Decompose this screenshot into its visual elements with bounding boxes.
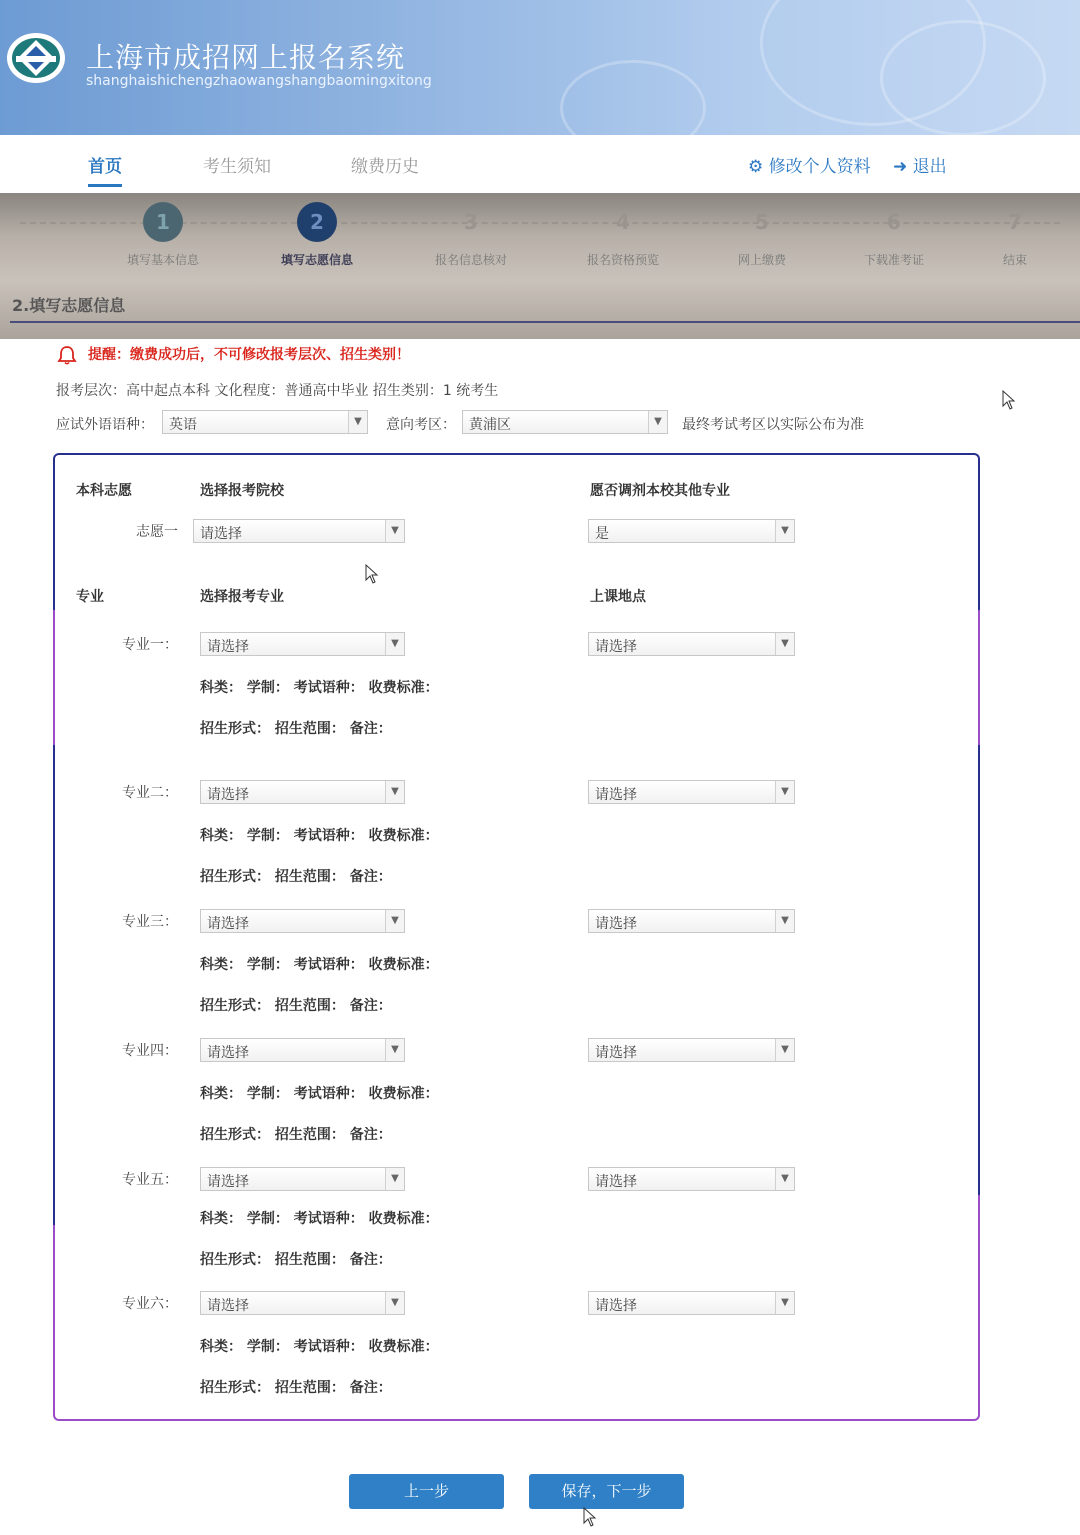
prev-step-button[interactable]: 上一步 [349,1474,504,1509]
step-2-circle: 2 [297,202,337,242]
major-4-select[interactable] [200,1038,405,1062]
chevron-down-icon: ▼ [385,633,404,655]
district-label: 意向考区： [386,417,456,433]
major-4-label: 专业四： [122,1043,178,1059]
gear-icon: ⚙ [748,157,764,177]
nav-candidate-notice[interactable]: 考生须知 [203,157,271,177]
adjust-select[interactable] [588,519,795,543]
cloud-decoration [560,60,706,135]
logout-icon: ➜ [893,157,908,177]
bachelor-choice-label: 本科志愿 [76,483,132,499]
edit-profile-label: 修改个人资料 [768,157,871,177]
border-segment [978,745,980,1195]
step-7-circle: 7 [1008,210,1022,234]
location-3-select-value: 请选择 [595,916,637,932]
location-5-select[interactable] [588,1167,795,1191]
district-select[interactable] [462,410,668,434]
major-6-detail-line1: 科类： 学制： 考试语种： 收费标准： [200,1339,439,1355]
border-segment [53,565,55,610]
school-choice-panel [53,453,980,565]
chevron-down-icon: ▼ [385,1168,404,1190]
header-banner [0,0,1080,135]
location-2-select-value: 请选择 [595,787,637,803]
section-divider [10,321,1080,323]
major-2-detail-line1: 科类： 学制： 考试语种： 收费标准： [200,828,439,844]
step-4-label: 报名资格预览 [586,253,659,267]
major-5-select-value: 请选择 [207,1174,249,1190]
major-5-select[interactable] [200,1167,405,1191]
major-row [55,632,978,742]
major-4-detail-line1: 科类： 学制： 考试语种： 收费标准： [200,1086,439,1102]
step-3-label: 报名信息核对 [434,253,507,267]
step-3-circle: 3 [464,210,478,234]
school-column-header: 选择报考院校 [200,483,284,499]
major-row [55,1291,978,1401]
language-label: 应试外语语种： [56,417,154,433]
district-select-value: 黄浦区 [469,417,511,433]
border-segment [978,565,980,610]
chevron-down-icon: ▼ [775,1039,794,1061]
major-row [55,1038,978,1148]
language-select-value: 英语 [169,417,197,433]
bell-icon [56,344,78,366]
location-2-select[interactable] [588,780,795,804]
major-3-label: 专业三： [122,914,178,930]
major-row [55,780,978,890]
major-5-detail-line1: 科类： 学制： 考试语种： 收费标准： [200,1211,439,1227]
chevron-down-icon: ▼ [775,910,794,932]
chevron-down-icon: ▼ [775,1292,794,1314]
site-subtitle: shanghaishichengzhaowangshangbaomingxitong [86,73,432,89]
step-5-circle: 5 [755,210,769,234]
top-nav [0,135,1080,193]
major-section-label: 专业 [76,589,104,605]
nav-home[interactable]: 首页 [88,157,122,177]
site-title: 上海市成招网上报名系统 [86,41,406,74]
major-3-select-value: 请选择 [207,916,249,932]
major-6-label: 专业六： [122,1296,178,1312]
choice-1-label: 志愿一 [136,524,178,540]
chevron-down-icon: ▼ [648,411,667,433]
major-6-select[interactable] [200,1291,405,1315]
mouse-cursor-icon [1002,390,1016,410]
school-select[interactable] [193,519,405,543]
major-1-select-value: 请选择 [207,639,249,655]
major-6-select-value: 请选择 [207,1298,249,1314]
nav-active-indicator [88,184,122,187]
chevron-down-icon: ▼ [385,781,404,803]
adjust-select-value: 是 [595,526,609,542]
location-4-select[interactable] [588,1038,795,1062]
chevron-down-icon: ▼ [775,520,794,542]
location-3-select[interactable] [588,909,795,933]
nav-payment-history[interactable]: 缴费历史 [351,157,419,177]
chevron-down-icon: ▼ [385,1292,404,1314]
major-1-select[interactable] [200,632,405,656]
major-2-select-value: 请选择 [207,787,249,803]
major-4-detail-line2: 招生形式： 招生范围： 备注： [200,1127,392,1143]
major-row [55,909,978,1019]
step-6-circle: 6 [887,210,901,234]
major-2-detail-line2: 招生形式： 招生范围： 备注： [200,869,392,885]
location-1-select[interactable] [588,632,795,656]
major-row [55,1167,978,1277]
location-6-select-value: 请选择 [595,1298,637,1314]
location-column-header: 上课地点 [590,589,646,605]
step-6-label: 下载准考证 [863,253,924,267]
logo-icon [6,32,66,84]
major-3-detail-line1: 科类： 学制： 考试语种： 收费标准： [200,957,439,973]
chevron-down-icon: ▼ [348,411,367,433]
chevron-down-icon: ▼ [775,1168,794,1190]
cloud-decoration [880,20,1046,135]
chevron-down-icon: ▼ [385,910,404,932]
adjust-column-header: 愿否调剂本校其他专业 [590,483,730,499]
major-1-label: 专业一： [122,637,178,653]
major-2-label: 专业二： [122,785,178,801]
logout-link[interactable] [893,152,947,177]
warning-text: 提醒：缴费成功后，不可修改报考层次、招生类别！ [88,347,410,363]
step-1-circle: 1 [143,202,183,242]
location-1-select-value: 请选择 [595,639,637,655]
major-3-select[interactable] [200,909,405,933]
mouse-cursor-icon [365,564,379,584]
logout-label: 退出 [912,157,947,177]
major-6-detail-line2: 招生形式： 招生范围： 备注： [200,1380,392,1396]
major-column-header: 选择报考专业 [200,589,284,605]
progress-steps [0,193,1080,339]
major-1-detail-line2: 招生形式： 招生范围： 备注： [200,721,392,737]
step-7-label: 结束 [1002,253,1027,267]
major-4-select-value: 请选择 [207,1045,249,1061]
location-5-select-value: 请选择 [595,1174,637,1190]
chevron-down-icon: ▼ [775,781,794,803]
save-next-button[interactable]: 保存，下一步 [529,1474,684,1509]
school-select-value: 请选择 [200,526,242,542]
language-select[interactable] [162,410,368,434]
section-title: 2.填写志愿信息 [12,296,126,315]
step-4-circle: 4 [616,210,630,234]
step-5-label: 网上缴费 [737,253,786,267]
location-6-select[interactable] [588,1291,795,1315]
registration-summary: 报考层次：高中起点本科 文化程度：普通高中毕业 招生类别：1 统考生 [56,383,499,399]
major-1-detail-line1: 科类： 学制： 考试语种： 收费标准： [200,680,439,696]
major-3-detail-line2: 招生形式： 招生范围： 备注： [200,998,392,1014]
district-note: 最终考试考区以实际公布为准 [682,417,864,433]
major-choice-panel [53,565,980,1421]
chevron-down-icon: ▼ [385,520,404,542]
edit-profile-link[interactable] [748,152,871,177]
chevron-down-icon: ▼ [775,633,794,655]
major-2-select[interactable] [200,780,405,804]
mouse-cursor-icon [583,1507,597,1527]
major-5-detail-line2: 招生形式： 招生范围： 备注： [200,1252,392,1268]
chevron-down-icon: ▼ [385,1039,404,1061]
location-4-select-value: 请选择 [595,1045,637,1061]
step-2-label: 填写志愿信息 [280,253,353,267]
major-5-label: 专业五： [122,1172,178,1188]
step-1-label: 填写基本信息 [126,253,199,267]
